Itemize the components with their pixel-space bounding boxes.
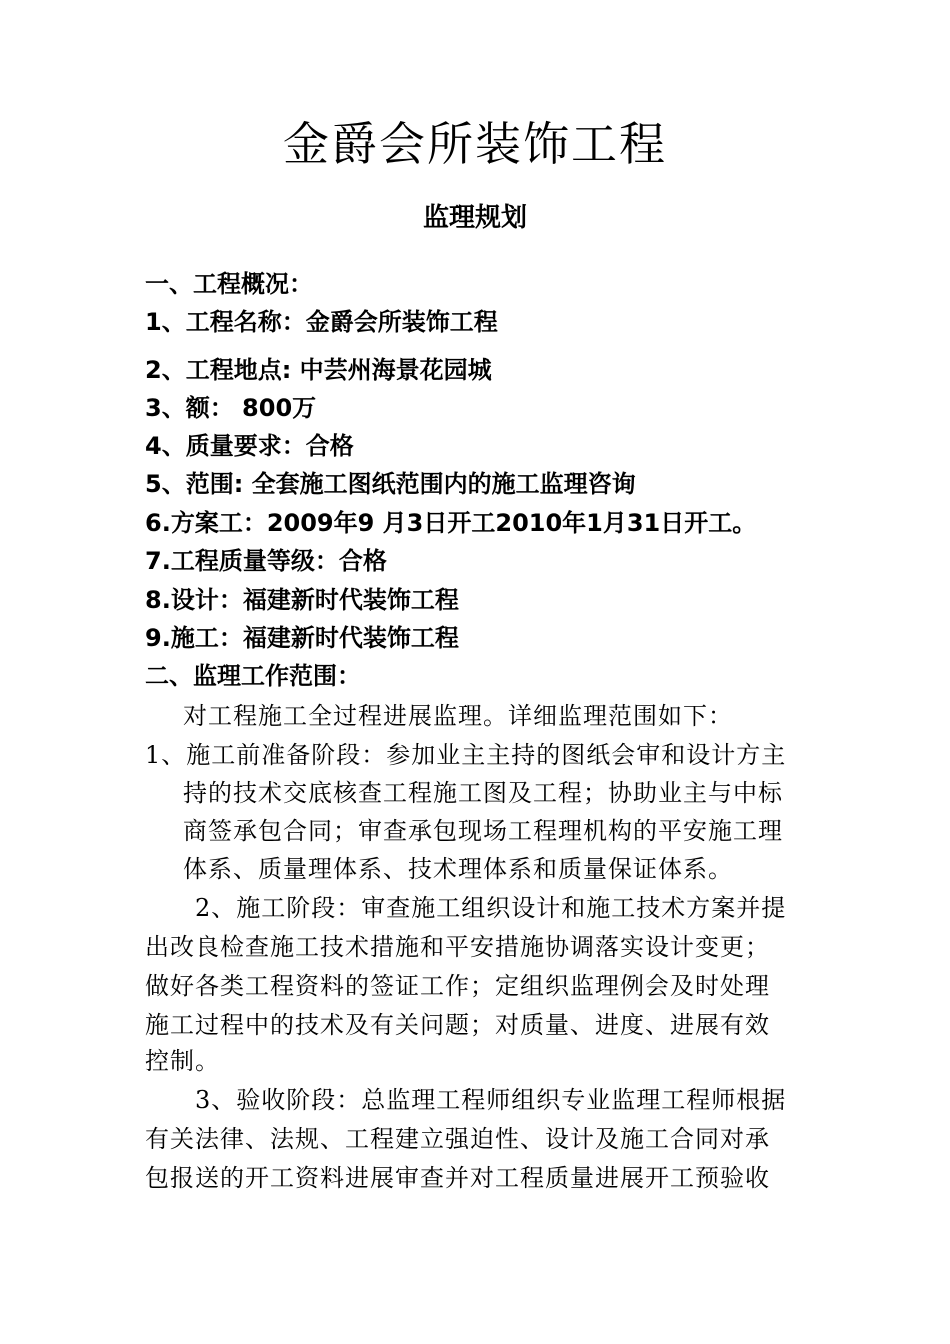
paragraph-intro: 对工程施工全过程进展监理。详细监理范围如下：	[183, 702, 733, 730]
stage2-line-2: 出改良检查施工技术措施和平安措施协调落实设计变更；	[145, 933, 770, 961]
overview-item-name: 1、工程名称：金爵会所装饰工程	[145, 308, 498, 336]
document-subtitle: 监理规划	[422, 203, 527, 233]
stage3-line-1: 3、验收阶段：总监理工程师组织专业监理工程师根据	[195, 1086, 787, 1114]
overview-item-location: 2、工程地点: 中芸州海景花园城	[145, 356, 492, 384]
section-heading-overview: 一、工程概况：	[145, 270, 313, 298]
section-heading-scope: 二、监理工作范围：	[145, 662, 361, 690]
stage1-line-4: 体系、质量理体系、技术理体系和质量保证体系。	[183, 855, 733, 883]
stage3-line-3: 包报送的开工资料进展审查并对工程质量进展开工预验收	[145, 1164, 770, 1192]
overview-item-amount: 3、额： 800万	[145, 394, 317, 422]
stage2-line-1: 2、施工阶段：审查施工组织设计和施工技术方案并提	[195, 894, 787, 922]
stage2-line-5: 控制。	[145, 1047, 220, 1075]
overview-item-quality: 4、质量要求：合格	[145, 432, 354, 460]
stage1-line-1: 1、施工前准备阶段：参加业主主持的图纸会审和设计方主	[145, 741, 787, 769]
stage2-line-4: 施工过程中的技术及有关问题；对质量、进度、进展有效	[145, 1011, 770, 1039]
overview-item-construction: 9.施工：福建新时代装饰工程	[145, 624, 459, 652]
stage1-line-3: 商签承包合同；审查承包现场工程理机构的平安施工理	[183, 817, 783, 845]
stage3-line-2: 有关法律、法规、工程建立强迫性、设计及施工合同对承	[145, 1125, 770, 1153]
overview-item-design: 8.设计：福建新时代装饰工程	[145, 586, 459, 614]
overview-item-quality-grade: 7.工程质量等级：合格	[145, 547, 387, 575]
overview-item-schedule: 6.方案工：2009年9 月3日开工2010年1月31日开工。	[145, 509, 757, 537]
document-title: 金爵会所装饰工程	[283, 117, 667, 171]
stage1-line-2: 持的技术交底核查工程施工图及工程；协助业主与中标	[183, 779, 783, 807]
overview-item-scope: 5、范围: 全套施工图纸范围内的施工监理咨询	[145, 470, 636, 498]
stage2-line-3: 做好各类工程资料的签证工作；定组织监理例会及时处理	[145, 972, 770, 1000]
